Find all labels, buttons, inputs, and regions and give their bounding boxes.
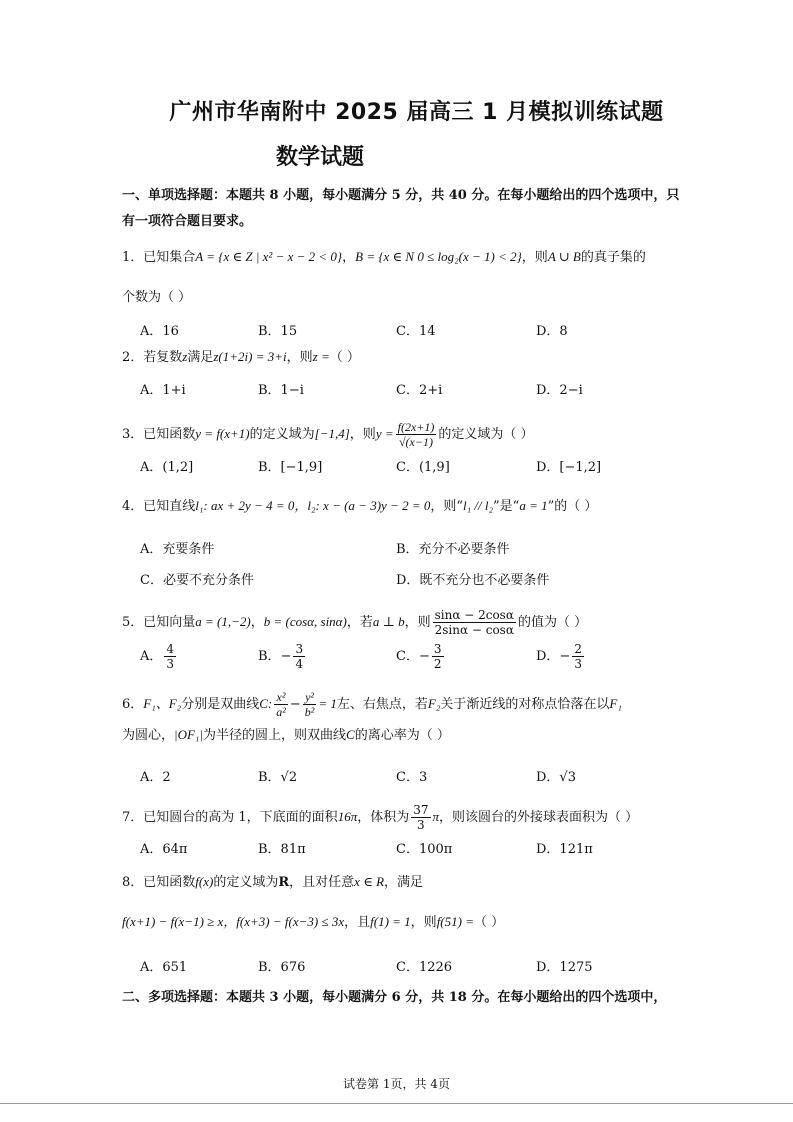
question-6-stem: 6．F₁、F₂分别是双曲线C: $\frac{\text{x²}}{\text{a²}}$ − $\frac{\text{y²}}{\text{b²}}$ = 1左、右焦点，若F₂关于渐近线的对称点恰落在以F₁: [122, 690, 622, 719]
question-3-option-d[interactable]: D．[−1,2]: [536, 460, 602, 475]
question-3-fraction: $\frac{f(2x+1)}{√(x-1)}$: [397, 420, 435, 449]
question-4-option-b[interactable]: B．充分不必要条件: [396, 542, 510, 557]
question-8-stem: 8．已知函数f(x)的定义域为R，且对任意x ∈ R，满足: [122, 874, 424, 890]
question-1-option-a[interactable]: A．16: [140, 324, 179, 339]
page-footer: 试卷第 1页，共 4页: [343, 1077, 450, 1091]
question-1-option-c[interactable]: C．14: [396, 324, 436, 339]
exam-title: 广州市华南附中 2025 届高三 1 月模拟训练试题: [169, 100, 664, 125]
question-4-option-d[interactable]: D．既不充分也不必要条件: [396, 573, 550, 588]
question-4-option-a[interactable]: A．充要条件: [140, 542, 215, 557]
question-6-option-a[interactable]: A．2: [140, 770, 171, 785]
question-4-option-c[interactable]: C．必要不充分条件: [140, 573, 254, 588]
question-7-option-c[interactable]: C．100π: [396, 842, 453, 857]
question-5-option-b[interactable]: B．− $\frac{3}{4}$: [258, 642, 304, 671]
question-5-fraction: $\frac{\sin\alpha - 2\cos\alpha}{2\sin\alpha - \cos\alpha}$: [434, 608, 514, 637]
question-2-option-c[interactable]: C．2+i: [396, 383, 443, 398]
question-8-option-d[interactable]: D．1275: [536, 960, 593, 975]
question-1-stem-cont: 个数为（ ）: [122, 290, 192, 305]
question-5-option-d[interactable]: D．− $\frac{2}{3}$: [536, 642, 582, 671]
question-3-option-a[interactable]: A．(1,2]: [140, 460, 194, 475]
question-8-option-a[interactable]: A．651: [140, 960, 188, 975]
question-5-option-a[interactable]: A． $\frac{4}{3}$: [140, 642, 175, 671]
question-7-option-a[interactable]: A．64π: [140, 842, 188, 857]
question-6-option-b[interactable]: B．√2: [258, 770, 298, 785]
question-1-option-d[interactable]: D．8: [536, 324, 568, 339]
question-3-stem: 3．已知函数y = f(x+1)的定义域为[−1,4]，则y = $\frac{f(2x+1)}{√(x-1)}$ 的定义域为（ ）: [122, 420, 534, 449]
question-7-stem: 7．已知圆台的高为 1，下底面的面积16π，体积为 $\frac{37}{3}$ π，则该圆台的外接球表面积为（ ）: [122, 803, 639, 832]
question-5-option-c[interactable]: C．− $\frac{3}{2}$: [396, 642, 442, 671]
question-5-stem: 5．已知向量a = (1,−2)，b = (cosα, sinα)，若a ⊥ b，则 $\frac{\sin\alpha - 2\cos\alpha}{2\sin\alpha - \cos\alpha}$ 的值为（ ）: [122, 608, 588, 637]
question-1-stem: 1．已知集合A = {x ∈ Z | x² − x − 2 < 0}，B = {x ∈ N 0 ≤ log₂(x − 1) < 2}，则A ∪ B的真子集的: [122, 249, 646, 265]
question-8-option-c[interactable]: C．1226: [396, 960, 453, 975]
section2-heading: 二、多项选择题：本题共 3 小题，每小题满分 6 分，共 18 分。在每小题给出的四个选项中，: [122, 990, 667, 1005]
question-2-option-b[interactable]: B．1−i: [258, 383, 304, 398]
question-1-option-b[interactable]: B．15: [258, 324, 298, 339]
question-8-option-b[interactable]: B．676: [258, 960, 306, 975]
question-2-option-d[interactable]: D．2−i: [536, 383, 583, 398]
exam-subtitle: 数学试题: [276, 145, 365, 170]
question-8-stem-cont: f(x+1) − f(x−1) ≥ x，f(x+3) − f(x−3) ≤ 3x，且f(1) = 1，则f(51) =（ ）: [122, 914, 505, 930]
section1-heading: 一、单项选择题：本题共 8 小题，每小题满分 5 分，共 40 分。在每小题给出的四个选项中，只有一项符合题目要求。: [122, 188, 680, 229]
question-6-option-c[interactable]: C．3: [396, 770, 428, 785]
question-4-stem: 4．已知直线l₁: ax + 2y − 4 = 0，l₂: x − (a − 3)y − 2 = 0，则“l₁ // l₂”是“a = 1”的（ ）: [122, 498, 598, 514]
question-6-option-d[interactable]: D．√3: [536, 770, 576, 785]
question-3-option-b[interactable]: B．[−1,9]: [258, 460, 323, 475]
question-6-stem-cont: 为圆心，|OF₁|为半径的圆上，则双曲线C的离心率为（ ）: [122, 727, 450, 743]
question-7-option-d[interactable]: D．121π: [536, 842, 593, 857]
question-7-option-b[interactable]: B．81π: [258, 842, 306, 857]
question-2-stem: 2．若复数z满足z(1+2i) = 3+i，则z =（ ）: [122, 349, 360, 365]
question-2-option-a[interactable]: A．1+i: [140, 383, 186, 398]
footer-divider: [0, 1103, 793, 1104]
question-3-option-c[interactable]: C．(1,9]: [396, 460, 450, 475]
